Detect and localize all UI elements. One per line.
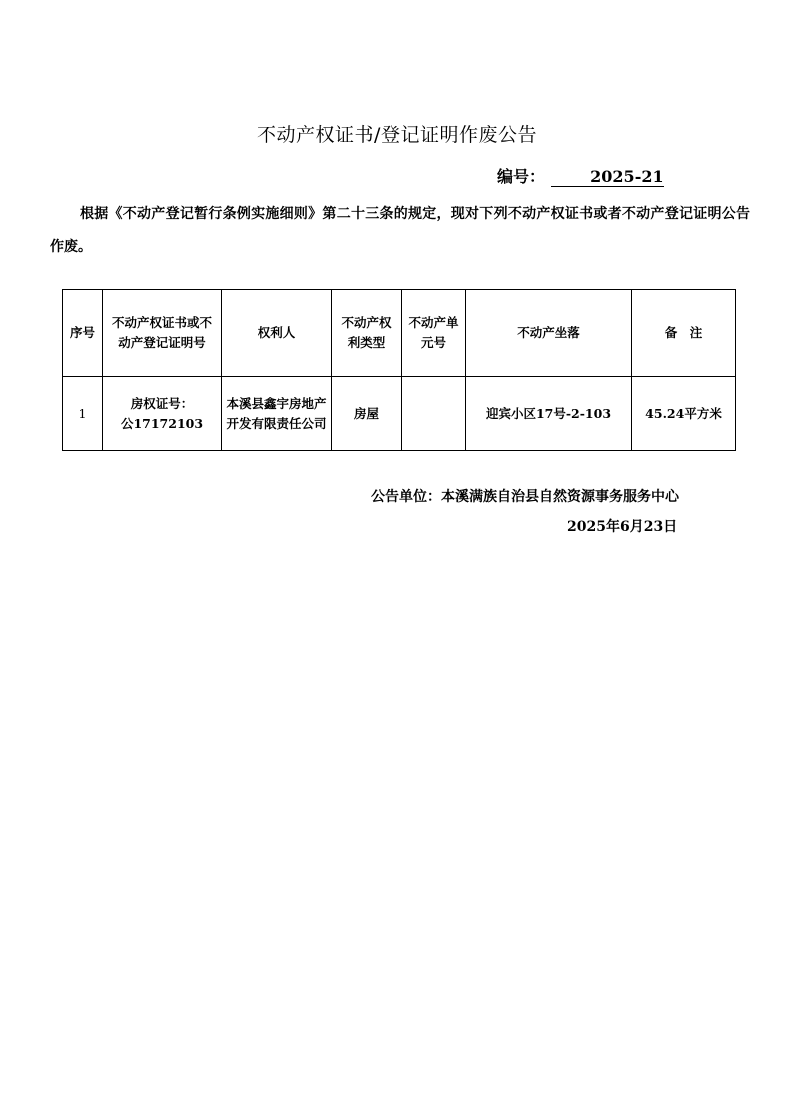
cell-holder: 本溪县鑫宇房地产开发有限责任公司: [222, 377, 332, 451]
header-remark: 备 注: [632, 290, 736, 377]
intro-paragraph: 根据《不动产登记暂行条例实施细则》第二十三条的规定，现对下列不动产权证书或者不动产登记证明公告作废。: [50, 206, 750, 255]
notice-number-label: 编号：: [497, 167, 546, 186]
header-unit-no: 不动产单元号: [402, 290, 466, 377]
announcing-unit: 公告单位：本溪满族自治县自然资源事务服务中心: [371, 489, 679, 505]
notice-number: [497, 164, 664, 187]
cell-seq: 1: [63, 377, 103, 451]
void-certificate-table: [62, 289, 736, 451]
notice-number-value: 2025-21: [551, 168, 664, 187]
header-location: 不动产坐落: [466, 290, 632, 377]
cell-right-type: 房屋: [332, 377, 402, 451]
header-holder: 权利人: [222, 290, 332, 377]
header-cert: 不动产权证书或不动产登记证明号: [103, 290, 222, 377]
cell-remark: 45.24平方米: [632, 377, 736, 451]
header-seq: 序号: [63, 290, 103, 377]
announcement-date: 2025年6月23日: [567, 519, 678, 535]
table-row: [63, 377, 736, 451]
header-right-type: 不动产权利类型: [332, 290, 402, 377]
table-header-row: [63, 290, 736, 377]
cell-cert: [103, 377, 222, 451]
cell-cert-line2: 公17172103: [120, 415, 204, 431]
page-title: 不动产权证书/登记证明作废公告: [257, 124, 537, 146]
cell-cert-line1: 房权证号：: [130, 395, 194, 411]
cell-unit-no: [402, 377, 466, 451]
cell-location: 迎宾小区17号-2-103: [466, 377, 632, 451]
